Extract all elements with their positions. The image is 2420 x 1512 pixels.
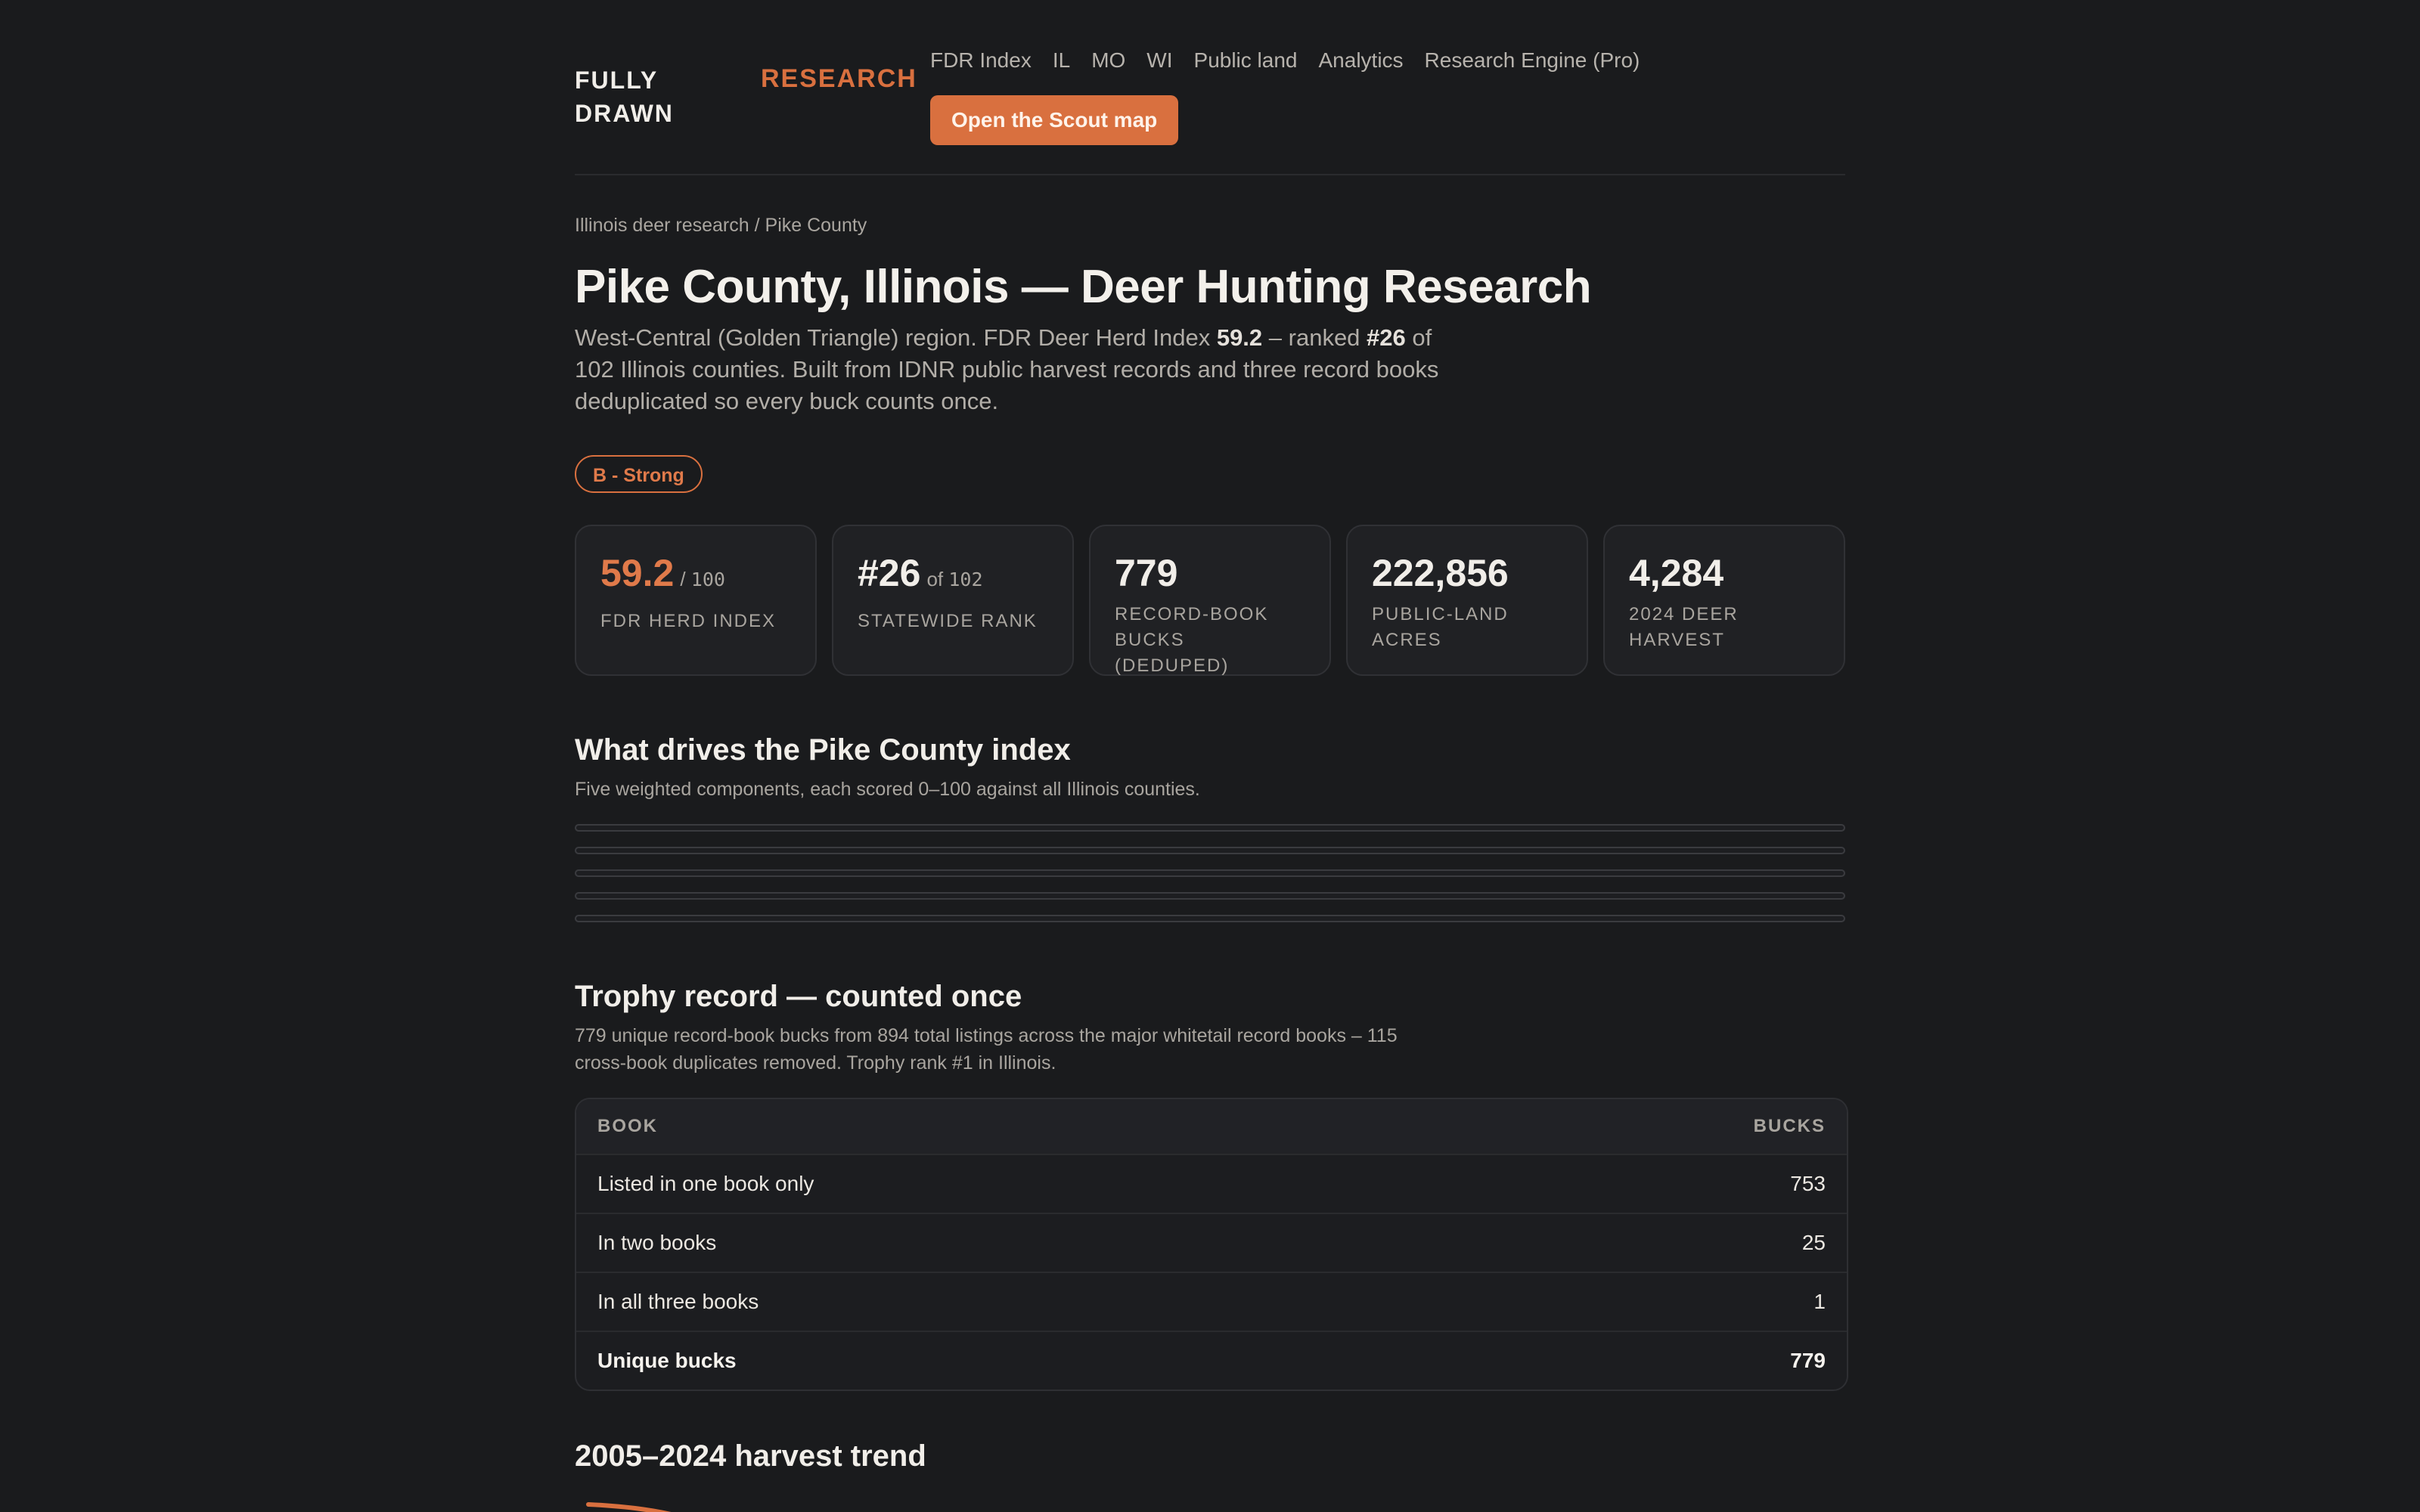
breadcrumb [575,215,867,237]
nav-mo[interactable]: MO [1091,48,1126,72]
book-cell: Listed in one book only [597,1172,814,1195]
stat-suffix-number: 102 [948,569,983,590]
stat-suffix [926,568,982,590]
total-value: 779 [1790,1349,1826,1372]
stat-value: 222,856 [1372,552,1509,594]
trophy-table [575,1098,1848,1391]
section-label[interactable]: RESEARCH [761,64,917,93]
drivers-subtitle: Five weighted components, each scored 0–100 against all Illinois counties. [575,779,1200,800]
column-header-book: BOOK [597,1116,658,1136]
nav-public-land[interactable]: Public land [1193,48,1298,72]
lede-text-3: of 102 Illinois counties. Built from IDNR public harvest records and three record books deduplicated so every buck counts once. [575,324,1439,414]
driver-bar [575,915,1845,922]
table-row [576,1154,1847,1213]
driver-bars [575,824,1845,937]
stat-suffix-number: 100 [690,569,725,590]
driver-bar [575,824,1845,832]
table-total-row [576,1331,1847,1390]
bucks-cell: 753 [1790,1172,1826,1195]
nav-research-engine[interactable]: Research Engine (Pro) [1424,48,1640,72]
breadcrumb-separator: / [749,215,765,236]
trophy-heading: Trophy record — counted once [575,980,1022,1013]
stat-label: PUBLIC-LAND ACRES [1372,604,1509,650]
table-row [576,1272,1847,1331]
driver-bar [575,847,1845,854]
nav-analytics[interactable]: Analytics [1318,48,1404,72]
stat-value: 779 [1115,552,1178,594]
main-nav [930,47,1661,74]
lede-rank-value: #26 [1367,324,1406,351]
stat-card-deer-harvest [1603,525,1845,676]
stat-value [858,552,1048,601]
stat-card-herd-index [575,525,817,676]
brand-line-2: DRAWN [575,100,674,127]
book-cell: In two books [597,1231,717,1254]
drivers-heading: What drives the Pike County index [575,733,1071,767]
harvest-trend-line [588,1504,681,1512]
table-row [576,1213,1847,1272]
page [575,0,1845,1473]
breadcrumb-parent-link[interactable]: Illinois deer research [575,215,749,236]
bucks-cell: 25 [1801,1231,1826,1254]
breadcrumb-current: Pike County [765,215,867,236]
lede-text-2: – ranked [1262,324,1367,351]
stat-suffix-text: of [926,568,944,590]
page-title: Pike County, Illinois — Deer Hunting Research [575,261,1592,313]
brand-line-1: FULLY [575,67,659,94]
bucks-cell: 1 [1813,1290,1826,1313]
stat-value [600,552,791,601]
nav-fdr-index[interactable]: FDR Index [930,48,1032,72]
driver-bar [575,892,1845,900]
stat-value: 4,284 [1629,552,1724,594]
column-header-bucks: BUCKS [1753,1116,1826,1136]
book-cell: In all three books [597,1290,759,1313]
nav-il[interactable]: IL [1052,48,1071,72]
lede-index-value: 59.2 [1216,324,1263,351]
stat-cards [575,525,1845,676]
nav-wi[interactable]: WI [1146,48,1173,72]
driver-bar [575,869,1845,877]
stat-card-statewide-rank [832,525,1074,676]
site-header [575,0,1845,175]
stat-number: #26 [858,552,921,594]
stat-label: RECORD-BOOK BUCKS (DEDUPED) [1115,604,1269,676]
harvest-trend-heading: 2005–2024 harvest trend [575,1439,926,1473]
trophy-subtitle: 779 unique record-book bucks from 894 total listings across the major whitetail record books – 115 cross-book duplicates removed. Trophy rank #1 in Illinois. [575,1025,1398,1074]
brand-logo[interactable] [575,64,674,130]
stat-suffix [680,568,725,590]
stat-label: STATEWIDE RANK [858,611,1038,631]
lede-text-1: West-Central (Golden Triangle) region. FDR Deer Herd Index [575,324,1217,351]
stat-number: 59.2 [600,552,675,594]
stat-label: 2024 DEER HARVEST [1629,604,1739,650]
open-scout-map-button[interactable]: Open the Scout map [930,95,1178,145]
total-label: Unique bucks [597,1349,737,1372]
table-header [576,1099,1847,1154]
harvest-trend-chart [575,1494,1845,1512]
grade-badge: B - Strong [575,455,703,493]
page-lede [575,322,1452,417]
stat-suffix-text: / [680,568,686,590]
stat-card-public-land [1346,525,1588,676]
stat-label: FDR HERD INDEX [600,611,777,631]
stat-card-record-bucks [1089,525,1331,676]
